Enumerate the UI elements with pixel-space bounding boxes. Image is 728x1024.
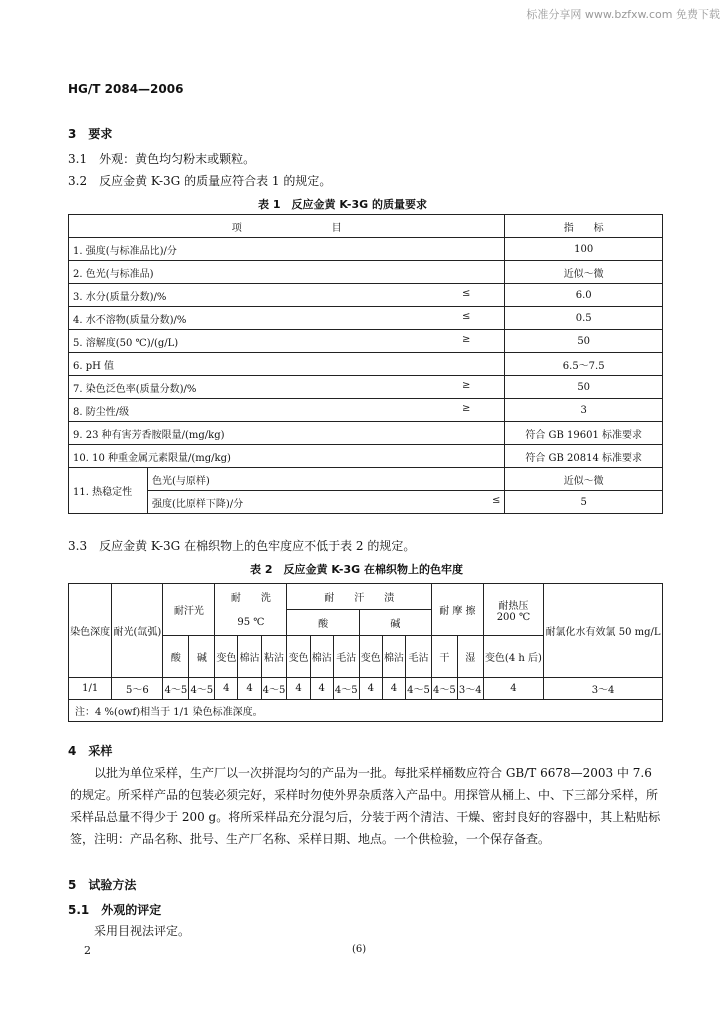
cell-value: 5～6 bbox=[112, 678, 163, 700]
row-value: 近似～微 bbox=[505, 468, 663, 491]
cell-value: 4 bbox=[310, 678, 333, 700]
table-row bbox=[69, 376, 663, 399]
cell-value: 4 bbox=[287, 678, 310, 700]
row-item: 4. 水不溶物(质量分数)/% bbox=[73, 314, 187, 326]
table-row bbox=[69, 307, 663, 330]
header-sweat: 耐 汗 渍 bbox=[287, 584, 431, 610]
row-item: 7. 染色泛色率(质量分数)/% bbox=[73, 383, 197, 395]
header-change: 变色 bbox=[287, 636, 310, 678]
row-sign: ≥ bbox=[461, 402, 471, 414]
quality-table bbox=[68, 214, 663, 514]
cell-value: 4 bbox=[238, 678, 261, 700]
header-light: 耐光(氙弧) bbox=[112, 584, 163, 678]
row-value: 6.0 bbox=[505, 284, 663, 307]
cell-value: 4～5 bbox=[163, 678, 189, 700]
header-dry: 干 bbox=[431, 636, 457, 678]
header-chlorine: 耐氯化水有效氯 50 mg/L bbox=[544, 584, 663, 678]
header-heat-label: 耐热压 bbox=[498, 600, 529, 612]
table-header: 指 标 bbox=[505, 215, 663, 238]
section-4-title: 4 采样 bbox=[68, 744, 113, 758]
header-cotton: 棉沾 bbox=[382, 636, 405, 678]
clause-3-3: 3.3 反应金黄 K-3G 在棉织物上的色牢度应不低于表 2 的规定。 bbox=[68, 539, 416, 553]
table-row bbox=[69, 261, 663, 284]
table-note: 注：4 %(owf)相当于 1/1 染色标准深度。 bbox=[69, 700, 663, 722]
row-item: 3. 水分(质量分数)/% bbox=[73, 291, 167, 303]
watermark: 标准分享网 www.bzfxw.com 免费下载 bbox=[526, 8, 720, 21]
row-value: 50 bbox=[505, 376, 663, 399]
row-sign: ≥ bbox=[461, 379, 471, 391]
row-value: 符合 GB 20814 标准要求 bbox=[505, 445, 663, 468]
cell-value: 1/1 bbox=[69, 678, 112, 700]
table-row bbox=[69, 353, 663, 376]
header-cotton: 棉沾 bbox=[310, 636, 333, 678]
row-item: 强度(比原样下降)/分 bbox=[152, 498, 244, 510]
header-wash: 耐 洗 bbox=[215, 584, 287, 610]
table-header: 项 目 bbox=[69, 215, 505, 238]
header-heat-temp: 200 ℃ bbox=[496, 611, 531, 623]
row-value: 3 bbox=[505, 399, 663, 422]
table2-caption: 表 2 反应金黄 K-3G 在棉织物上的色牢度 bbox=[250, 563, 463, 576]
footer-center: (6) bbox=[352, 944, 367, 955]
row-item: 9. 23 种有害芳香胺限量/(mg/kg) bbox=[73, 429, 225, 441]
clause-3-2: 3.2 反应金黄 K-3G 的质量应符合表 1 的规定。 bbox=[68, 174, 332, 188]
row-value: 符合 GB 19601 标准要求 bbox=[505, 422, 663, 445]
header-change: 变色 bbox=[215, 636, 238, 678]
header-depth: 染色深度 bbox=[69, 584, 112, 678]
cell-value: 4～5 bbox=[431, 678, 457, 700]
cell-value: 4 bbox=[382, 678, 405, 700]
header-alkali-sub: 碱 bbox=[189, 636, 215, 678]
table-row bbox=[69, 422, 663, 445]
row-item: 色光(与原样) bbox=[148, 468, 505, 491]
row-value: 100 bbox=[505, 238, 663, 261]
header-cotton: 棉沾 bbox=[238, 636, 261, 678]
cell-value: 3～4 bbox=[544, 678, 663, 700]
table-row bbox=[69, 238, 663, 261]
row-item: 10. 10 种重金属元素限量/(mg/kg) bbox=[73, 452, 231, 464]
table-row bbox=[69, 399, 663, 422]
cell-value: 4～5 bbox=[261, 678, 287, 700]
row-sign: ≤ bbox=[461, 310, 471, 322]
header-alkali: 碱 bbox=[359, 610, 431, 636]
section-5-title: 5 试验方法 bbox=[68, 878, 137, 892]
standard-header: HG/T 2084—2006 bbox=[68, 82, 184, 96]
table-row bbox=[69, 678, 663, 700]
table-row bbox=[69, 330, 663, 353]
header-sweat-light: 耐汗光 bbox=[163, 584, 215, 636]
row-value: 50 bbox=[505, 330, 663, 353]
header-wash-temp: 95 ℃ bbox=[215, 610, 287, 636]
cell-value: 4～5 bbox=[189, 678, 215, 700]
header-acid: 酸 bbox=[287, 610, 359, 636]
clause-3-1: 3.1 外观：黄色均匀粉末或颗粒。 bbox=[68, 152, 256, 166]
table-row bbox=[69, 284, 663, 307]
fastness-table bbox=[68, 583, 663, 722]
cell-value: 4 bbox=[215, 678, 238, 700]
row-item: 5. 溶解度(50 ℃)/(g/L) bbox=[73, 337, 179, 349]
clause-5-1-text: 采用目视法评定。 bbox=[94, 924, 191, 938]
row-value: 近似～微 bbox=[505, 261, 663, 284]
row-item: 1. 强度(与标准品比)/分 bbox=[73, 245, 177, 257]
header-change: 变色 bbox=[359, 636, 382, 678]
cell-value: 3～4 bbox=[457, 678, 483, 700]
row-item: 6. pH 值 bbox=[73, 360, 115, 372]
row-sign: ≤ bbox=[491, 494, 501, 506]
row-value: 0.5 bbox=[505, 307, 663, 330]
cell-value: 4 bbox=[483, 678, 543, 700]
sampling-paragraph: 以批为单位采样，生产厂以一次拼混均匀的产品为一批。每批采样桶数应符合 GB/T 6678—2003 中 7.6 的规定。所采样产品的包装必须完好，采样时勿使外界杂质落入产品中。用探管从桶上、中、下三部分采样，所采样品总量不得少于 200 g。将所采样品充分混匀后，分装于两个清洁、干燥、密封良好的容器中，其上粘贴标签，注明：产品名称、批号、生产厂名称、采样日期、地点。一个供检验，一个保存备查。 bbox=[70, 766, 661, 846]
cell-value: 4 bbox=[359, 678, 382, 700]
header-wool: 毛沾 bbox=[333, 636, 359, 678]
cell-value: 4～5 bbox=[333, 678, 359, 700]
row-item: 2. 色光(与标准品) bbox=[73, 268, 154, 280]
cell-value: 4～5 bbox=[406, 678, 432, 700]
row-label: 11. 热稳定性 bbox=[69, 468, 148, 514]
header-stain: 粘沾 bbox=[261, 636, 287, 678]
table1-caption: 表 1 反应金黄 K-3G 的质量要求 bbox=[258, 198, 427, 211]
header-rub: 耐 摩 擦 bbox=[431, 584, 483, 636]
clause-5-1: 5.1 外观的评定 bbox=[68, 903, 162, 917]
header-wool: 毛沾 bbox=[406, 636, 432, 678]
row-value: 5 bbox=[505, 491, 663, 514]
header-acid-sub: 酸 bbox=[163, 636, 189, 678]
page-number: 2 bbox=[84, 944, 91, 957]
table-row bbox=[69, 445, 663, 468]
header-heat bbox=[483, 584, 543, 636]
row-sign: ≥ bbox=[461, 333, 471, 345]
section-3-title: 3 要求 bbox=[68, 127, 113, 141]
header-heat-change: 变色(4 h 后) bbox=[483, 636, 543, 678]
row-item: 8. 防尘性/级 bbox=[73, 406, 130, 418]
row-sign: ≤ bbox=[461, 287, 471, 299]
header-wet: 湿 bbox=[457, 636, 483, 678]
row-value: 6.5～7.5 bbox=[505, 353, 663, 376]
